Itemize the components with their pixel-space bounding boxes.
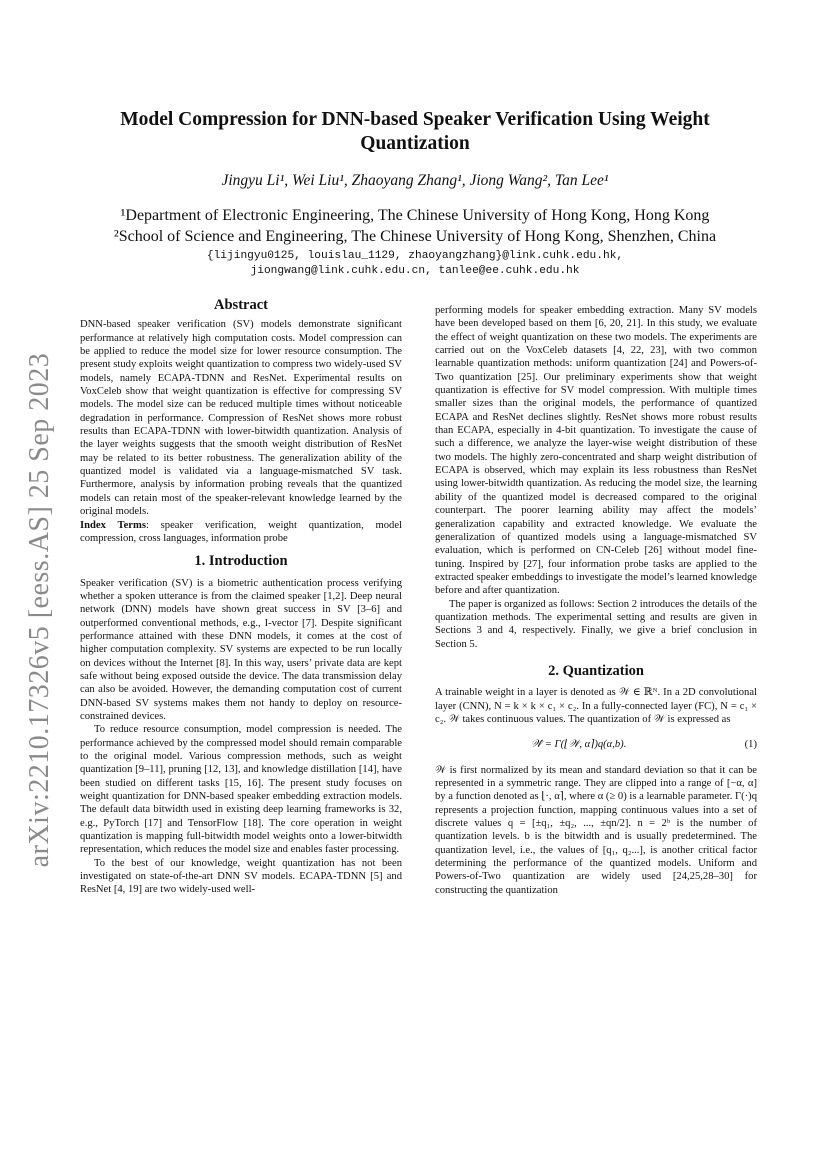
affiliation-1: ¹Department of Electronic Engineering, The Chinese University of Hong Kong, Hong Kong <box>120 207 710 224</box>
index-terms-label: Index Terms <box>80 519 146 531</box>
left-column <box>80 299 402 897</box>
quantization-paragraph-2: 𝒲 is first normalized by its mean and standard deviation so that it can be represented in a symmetric range. They are clipped into a range of [−α, α] by a function denoted as ⌊·, α⌉, where α (≥ 0) is a learnable parameter. Γ(·)q represents a projection function, mapping continuous values into a set of discrete values q = [±q₁, ±q₂, ..., ±qn/2]. n = 2ᵇ is the number of quantization levels. b is the bitwidth and is usually predetermined. The quantization level, i.e., the values of [q₁, q₂...], is another critical factor determining the performance of the quantized models. Uniform and Powers-of-Two quantization are widely used [24,25,28–30] for constructing the quantization <box>435 764 757 896</box>
right-column <box>435 304 757 897</box>
quantization-heading: 2. Quantization <box>548 662 644 679</box>
abstract-heading: Abstract <box>214 297 268 313</box>
author-list: Jingyu Li¹, Wei Liu¹, Zhaoyang Zhang¹, Jiong Wang², Tan Lee¹ <box>221 172 609 189</box>
index-terms <box>80 519 402 546</box>
affiliation-2: ²School of Science and Engineering, The Chinese University of Hong Kong, Shenzhen, China <box>113 228 717 245</box>
arxiv-id: arXiv:2210.17326v5 [eess.AS] 25 Sep 2023 <box>24 352 55 868</box>
arxiv-sidebar-stamp <box>18 330 62 890</box>
index-terms-text: : speaker verification, weight quantization, model compression, cross languages, information probe <box>80 519 402 544</box>
quantization-paragraph-1: A trainable weight in a layer is denoted as 𝒲 ∈ ℝᴺ. In a 2D convolutional layer (CNN), N = k × k × c₁ × c₂. In a fully-connected layer (FC), N = c₁ × c₂. 𝒲 takes continuous values. The quantization of 𝒲 is expressed as <box>435 687 757 725</box>
intro-paragraph-2: To reduce resource consumption, model compression is needed. The performance achieved by the compressed model should remain comparable to the original model. Various compression methods, such as weight quantization [9–11], pruning [12, 13], and knowledge distillation [14], have been studied on different tasks [15, 16]. The present study focuses on weight quantization for DNN-based speaker embedding extraction models. The default data bitwidth used in existing deep learning frameworks is 32, e.g., PyTorch [17] and TensorFlow [18]. The core operation in weight quantization is mapping full-bitwidth model weights onto a lower-bitwidth representation, which reduces the model size and enables faster processing. <box>80 724 402 856</box>
equation-body: 𝒲̂ = Γ(⌊𝒲, α⌉)q(α,b). <box>531 739 627 751</box>
emails-line-2: jiongwang@link.cuhk.edu.cn, tanlee@ee.cuhk.edu.hk <box>250 265 580 277</box>
intro-paragraph-4: The paper is organized as follows: Section 2 introduces the details of the quantization methods. The experimental setting and results are given in Sections 3 and 4, respectively. Finally, we give a brief conclusion in Section 5. <box>435 598 757 650</box>
intro-heading: 1. Introduction <box>194 553 288 570</box>
intro-paragraph-3-continued: performing models for speaker embedding extraction. Many SV models have been developed based on them [6, 20, 21]. In this study, we evaluate the effect of weight quantization on these two models. The experiments are carried out on the VoxCeleb datasets [4, 22, 23], with two common learnable quantization methods: uniform quantization [24] and Powers-of-Two quantization [25]. Our preliminary experiments show that weight quantization is effective for SV model compression. With multiple times smaller sizes than the original models, the performance of quantized ECAPA and ResNet declines slightly. ResNet shows more robust results than ECAPA, especially in 4-bit quantization. To investigate the cause of such a difference, we analyze the layer-wise weight distribution of these two models. The highly zero-concentrated and sharp weight distribution of ECAPA is observed, which may explain its less robustness than ResNet using lower-bitwidth quantization. As reducing the model size, the learning ability of the quantized model is decreased compared to the original counterpart. The poorer learning ability may affect the models’ generalization capability and extracted knowledge. We evaluate the generalization of quantized models using a language-mismatched SV evaluation, which is performed on CN-Celeb [26] without model fine-tuning. Inspired by [27], four information probe tasks are applied to the extracted speaker embeddings to investigate the model’s learned knowledge before and after quantization. <box>435 305 757 597</box>
paper-title: Model Compression for DNN-based Speaker Verification Using Weight Quantization <box>120 109 710 154</box>
equation-1 <box>435 738 757 751</box>
emails-line-1: {lijingyu0125, louislau_1129, zhaoyangzhang}@link.cuhk.edu.hk, <box>206 250 624 262</box>
email-list <box>80 249 750 279</box>
intro-paragraph-3: To the best of our knowledge, weight quantization has not been investigated on state-of-the-art DNN SV models. ECAPA-TDNN [5] and ResNet [4, 19] are two widely-used well- <box>80 857 402 896</box>
intro-paragraph-1: Speaker verification (SV) is a biometric authentication process verifying whether a spoken utterance is from the claimed speaker [1,2]. Deep neural network (DNN) models have shown great success in SV [3–6] and outperformed conventional methods, e.g., I-vector [7]. Despite significant performance attained with these DNN models, it comes at the cost of higher computation complexity. SV systems are expected to be run locally on devices without the Internet [8]. In this way, users’ private data are kept safe without being exposed outside the device. The data transmission delay can also be avoided. However, the demanding computation cost of current DNN-based SV systems makes them not handy to deploy on resource-constrained devices. <box>80 577 402 722</box>
equation-number: (1) <box>744 739 757 751</box>
abstract-body: DNN-based speaker verification (SV) models demonstrate significant performance at relatively high computation costs. Model compression can be applied to reduce the model size for lower resource consumption. The present study exploits weight quantization to compress two widely-used SV models, namely ECAPA-TDNN and ResNet. Experimental results on VoxCeleb show that weight quantization is effective for compressing SV models. The model size can be reduced multiple times without noticeable degradation in performance. Compression of ResNet shows more robust results than ECAPA-TDNN with lower-bitwidth quantization. Analysis of the layer weights suggests that the smooth weight distribution of ResNet may be related to its better robustness. The generalization ability of the quantized model is validated via a language-mismatched SV task. Furthermore, analysis by information probing reveals that the quantized models can retain most of the speaker-relevant knowledge learned by the original models. <box>80 319 402 518</box>
